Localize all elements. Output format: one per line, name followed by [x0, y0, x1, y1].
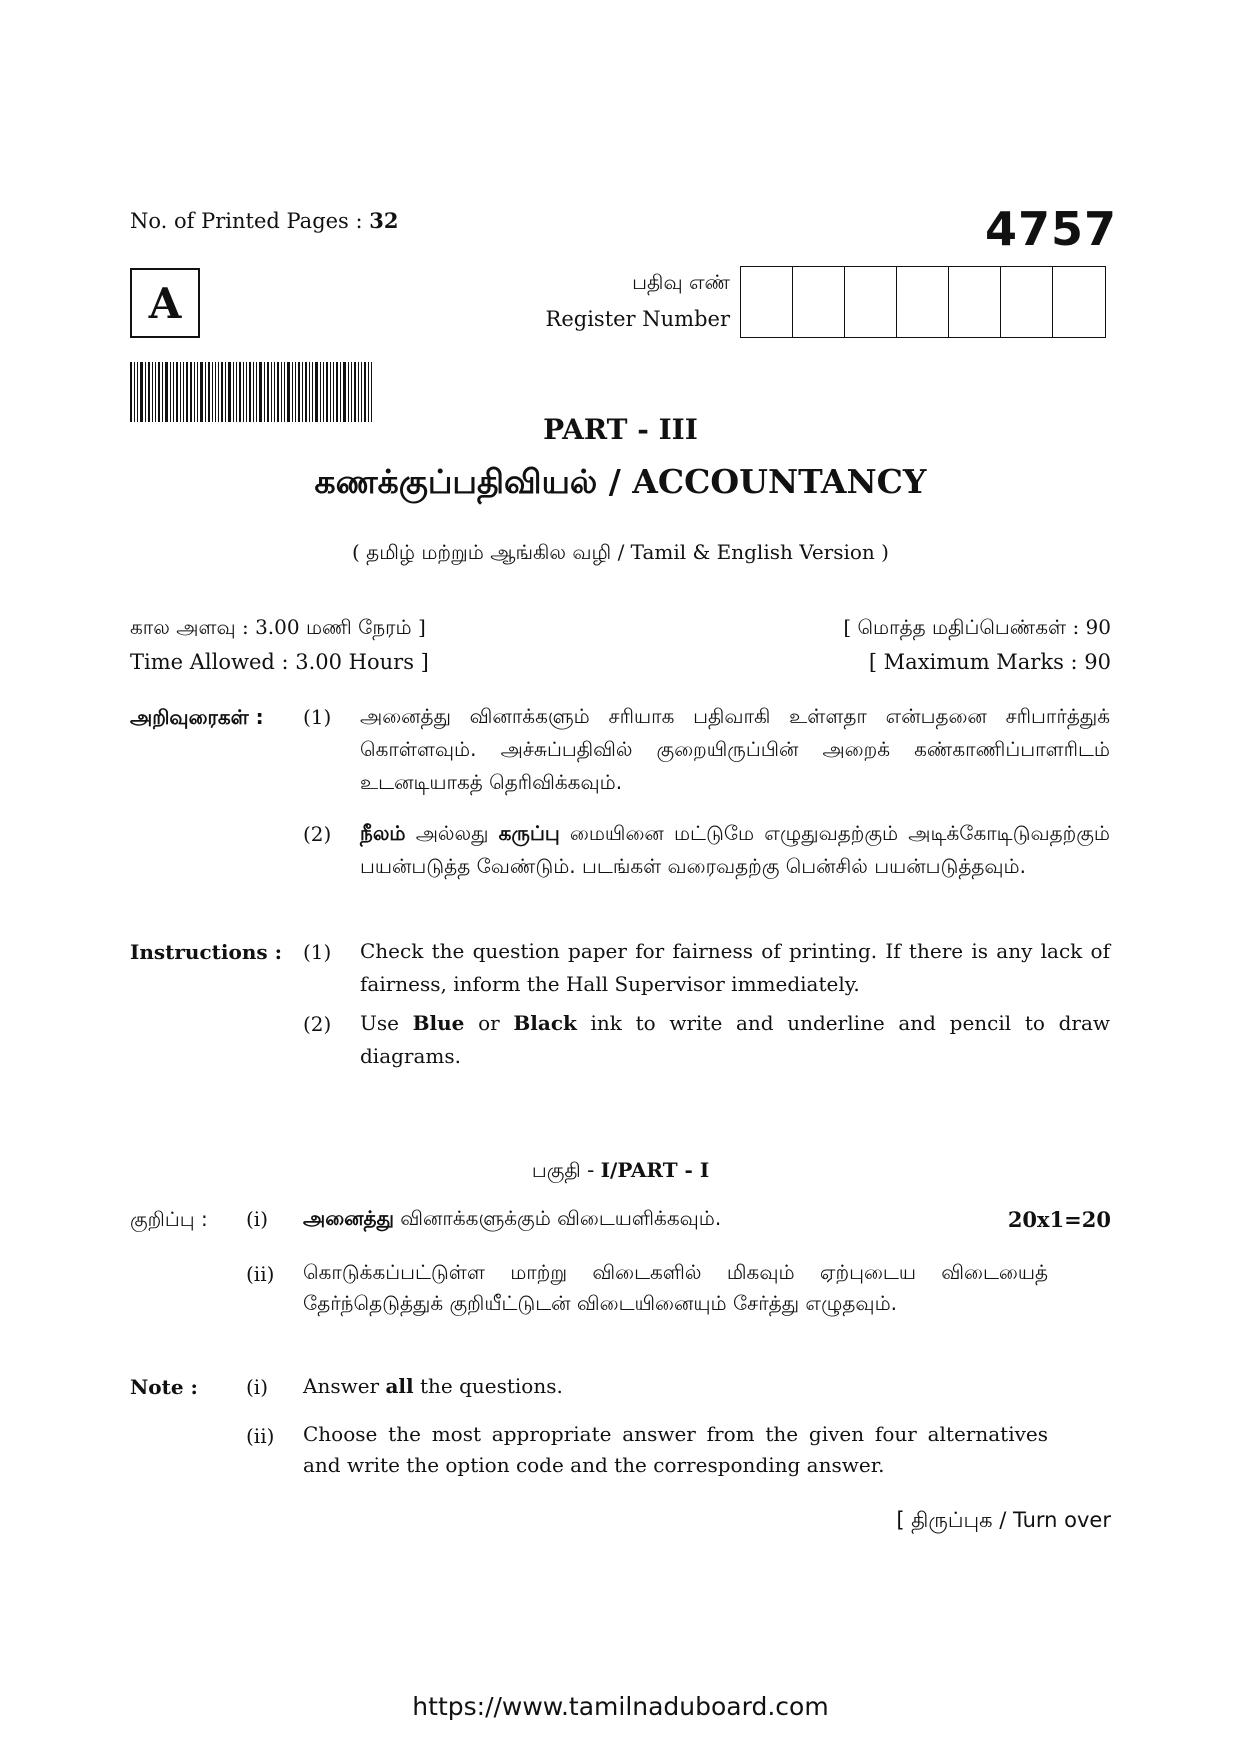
part-title: PART - III — [543, 413, 698, 446]
instruction-number: (1) — [303, 705, 332, 729]
time-allowed-tamil: கால அளவு : 3.00 மணி நேரம் ] — [130, 615, 426, 639]
note-text-tamil-2: கொடுக்கப்பட்டுள்ள மாற்று விடைகளில் மிகவும் ஏற்புடைய விடையைத் தேர்ந்தெடுத்துக் குறியீட்டுடன் விடையினையும் சேர்த்து எழுதவும். — [303, 1260, 1048, 1315]
max-marks-english: [ Maximum Marks : 90 — [868, 650, 1111, 674]
medium-line: ( தமிழ் மற்றும் ஆங்கில வழி / Tamil & English Version ) — [352, 540, 889, 564]
text-span: மையினை மட்டுமே எழுதுவதற்கும் அடிக்கோடிடுவதற்கும் பயன்படுத்த வேண்டும். படங்கள் வரைவதற்கு பென்சில் பயன்படுத்தவும். — [360, 821, 1110, 878]
section-heading — [0, 1158, 1241, 1185]
turn-over: [ திருப்புக / Turn over — [896, 1508, 1111, 1532]
text-span: வினாக்களுக்கும் விடையளிக்கவும். — [393, 1206, 722, 1230]
text-span: Answer — [303, 1374, 386, 1398]
register-label-tamil: பதிவு எண் — [632, 270, 730, 294]
time-allowed-english: Time Allowed : 3.00 Hours ] — [130, 650, 429, 674]
note-text-english-1 — [303, 1371, 1053, 1402]
text-span: அல்லது — [405, 821, 499, 845]
subject-title: கணக்குப்பதிவியல் / ACCOUNTANCY — [314, 462, 927, 501]
register-digit-box — [949, 267, 1001, 337]
bold-text: all — [385, 1374, 414, 1398]
register-digit-box — [1053, 267, 1105, 337]
bold-text: Blue — [412, 1011, 465, 1035]
note-label-english: Note : — [130, 1375, 198, 1399]
register-number-boxes — [740, 266, 1106, 338]
instruction-text-english-1: Check the question paper for fairness of printing. If there is any lack of fairness, inform the Hall Supervisor immediately. — [360, 939, 1110, 996]
instructions-label-english: Instructions : — [130, 940, 282, 964]
register-digit-box — [1001, 267, 1053, 337]
printed-pages-label: No. of Printed Pages : — [130, 209, 363, 233]
register-label-english: Register Number — [545, 307, 730, 331]
bold-text: அனைத்து — [303, 1206, 394, 1230]
bold-text: கருப்பு — [498, 821, 560, 845]
series-box: A — [130, 268, 200, 338]
bold-text: நீலம் — [360, 821, 406, 845]
marks-scheme: 20x1=20 — [1007, 1207, 1111, 1232]
note-number: (ii) — [246, 1424, 275, 1448]
register-digit-box — [793, 267, 845, 337]
instructions-label-tamil: அறிவுரைகள் : — [130, 705, 264, 729]
note-number: (ii) — [246, 1262, 275, 1286]
text-span: the questions. — [413, 1374, 563, 1398]
printed-pages-value: 32 — [369, 208, 399, 233]
section-heading-english: I/PART - I — [600, 1158, 710, 1182]
note-number: (i) — [246, 1207, 269, 1231]
section-heading-tamil: பகுதி - — [531, 1158, 601, 1182]
note-number: (i) — [246, 1375, 269, 1399]
note-label-tamil: குறிப்பு : — [130, 1207, 208, 1231]
printed-pages-info — [130, 208, 399, 233]
instruction-text-english-2 — [360, 1007, 1110, 1073]
footer-url: https://www.tamilnaduboard.com — [412, 1692, 829, 1721]
note-text-english-2: Choose the most appropriate answer from the given four alternatives and write the option code and the corresponding answer. — [303, 1422, 1048, 1477]
instruction-text-tamil-1: அனைத்து வினாக்களும் சரியாக பதிவாகி உள்ளதா என்பதனை சரிபார்த்துக் கொள்ளவும். அச்சுப்பதிவில் குறையிருப்பின் அறைக் கண்காணிப்பாளரிடம் உடனடியாகத் தெரிவிக்கவும். — [360, 704, 1110, 794]
instruction-number: (2) — [303, 822, 332, 846]
text-span: Use — [360, 1011, 413, 1035]
max-marks-tamil: [ மொத்த மதிப்பெண்கள் : 90 — [843, 615, 1111, 639]
instruction-number: (2) — [303, 1012, 332, 1036]
instruction-text-tamil-2 — [360, 817, 1110, 883]
register-digit-box — [741, 267, 793, 337]
register-digit-box — [845, 267, 897, 337]
paper-code: 4757 — [985, 202, 1118, 256]
note-text-tamil-1 — [303, 1203, 923, 1234]
register-digit-box — [897, 267, 949, 337]
text-span: ink to write and underline and pencil to draw diagrams. — [360, 1011, 1110, 1068]
text-span: or — [464, 1011, 514, 1035]
bold-text: Black — [513, 1011, 577, 1035]
instruction-number: (1) — [303, 940, 332, 964]
